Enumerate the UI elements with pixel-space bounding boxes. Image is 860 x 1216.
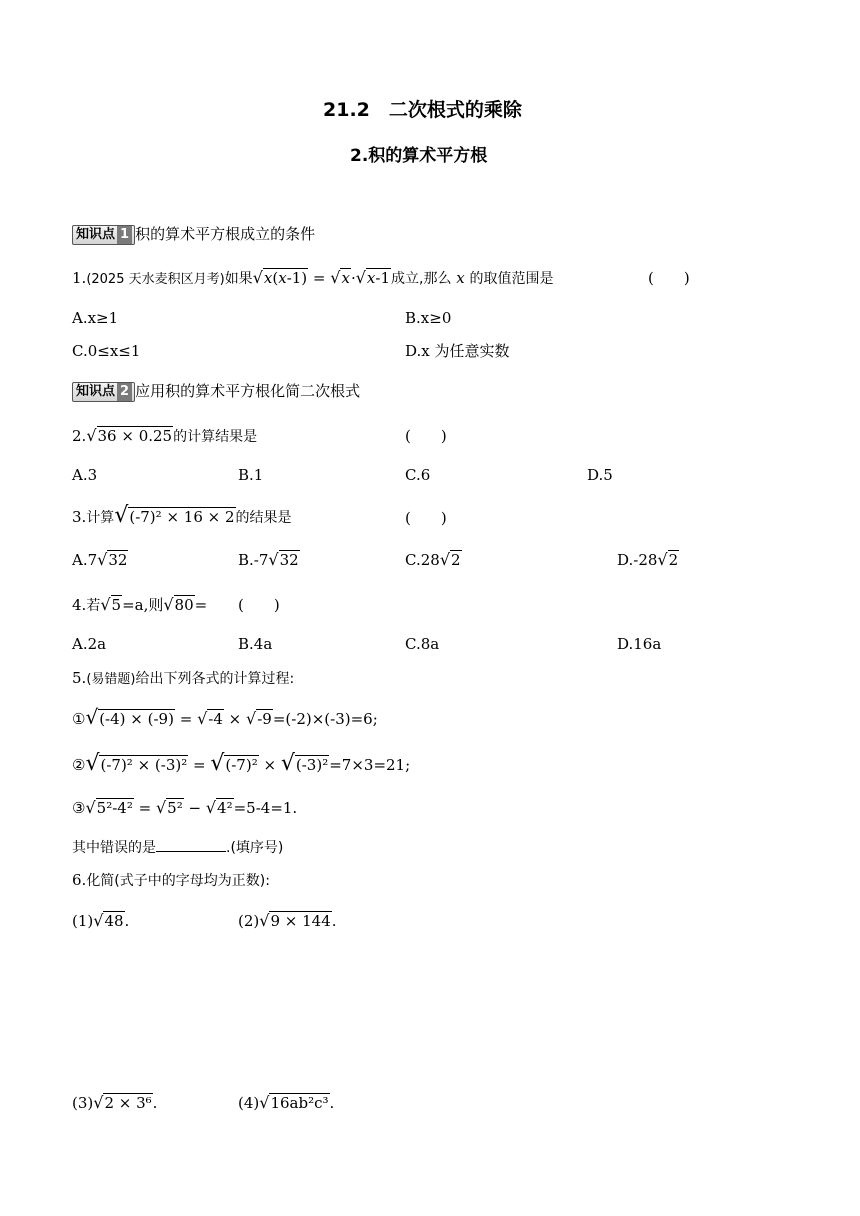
option-c: C.0≤x≤1 (72, 342, 141, 360)
question-2: 2.√36 × 0.25的计算结果是 (72, 426, 258, 445)
knowledge-point-title: 应用积的算术平方根化简二次根式 (135, 382, 361, 400)
page-title: 21.2 二次根式的乘除 (323, 99, 522, 121)
option-b: B.1 (238, 466, 264, 484)
q6-part-4: (4)√16ab²c³. (238, 1093, 335, 1112)
option-b: B.-7√32 (238, 550, 299, 569)
q6-part-1: (1)√48. (72, 911, 130, 930)
q5-line-2: ②√(-7)² × (-3)² = √(-7)² × √(-3)²=7×3=21; (72, 751, 411, 776)
q6-part-3: (3)√2 × 3⁶. (72, 1093, 158, 1112)
option-a: A.3 (72, 466, 98, 484)
option-b: B.x≥0 (405, 309, 452, 327)
question-4: 4.若√5=a,则√80= (72, 595, 208, 614)
q6-part-2: (2)√9 × 144. (238, 911, 337, 930)
answer-paren: ( ) (238, 596, 280, 614)
answer-paren: ( ) (405, 427, 447, 445)
answer-paren: ( ) (405, 509, 447, 527)
knowledge-point-1 (72, 224, 315, 245)
question-6: 6.化简(式子中的字母均为正数): (72, 871, 270, 889)
question-5: 5.(易错题)给出下列各式的计算过程: (72, 669, 295, 687)
option-c: C.6 (405, 466, 431, 484)
q5-line-1: ①√(-4) × (-9) = √-4 × √-9=(-2)×(-3)=6; (72, 705, 378, 729)
option-a: A.2a (72, 635, 107, 653)
option-c: C.28√2 (405, 550, 461, 569)
q5-line-3: ③√5²-4² = √5² − √4²=5-4=1. (72, 798, 298, 817)
option-a: A.7√32 (72, 550, 128, 569)
option-b: B.4a (238, 635, 273, 653)
page-subtitle: 2.积的算术平方根 (350, 146, 488, 166)
q5-answer: 其中错误的是 .(填序号) (72, 837, 283, 858)
option-d: D.16a (617, 635, 662, 653)
answer-paren: ( ) (648, 269, 690, 287)
question-3: 3.计算√(-7)² × 16 × 2的结果是 (72, 503, 292, 528)
option-c: C.8a (405, 635, 440, 653)
knowledge-point-2 (72, 381, 360, 402)
option-d: D.-28√2 (617, 550, 679, 569)
option-d: D.x 为任意实数 (405, 342, 510, 360)
knowledge-point-badge: 知识点 2 (72, 382, 135, 402)
knowledge-point-badge: 知识点 1 (72, 225, 135, 245)
option-a: A.x≥1 (72, 309, 119, 327)
knowledge-point-title: 积的算术平方根成立的条件 (135, 225, 316, 243)
answer-blank[interactable] (156, 837, 226, 852)
question-1: 1.(2025 天水麦积区月考)如果√x(x-1) = √x·√x-1成立,那么 x 的取值范围是 (72, 268, 554, 287)
option-d: D.5 (587, 466, 613, 484)
